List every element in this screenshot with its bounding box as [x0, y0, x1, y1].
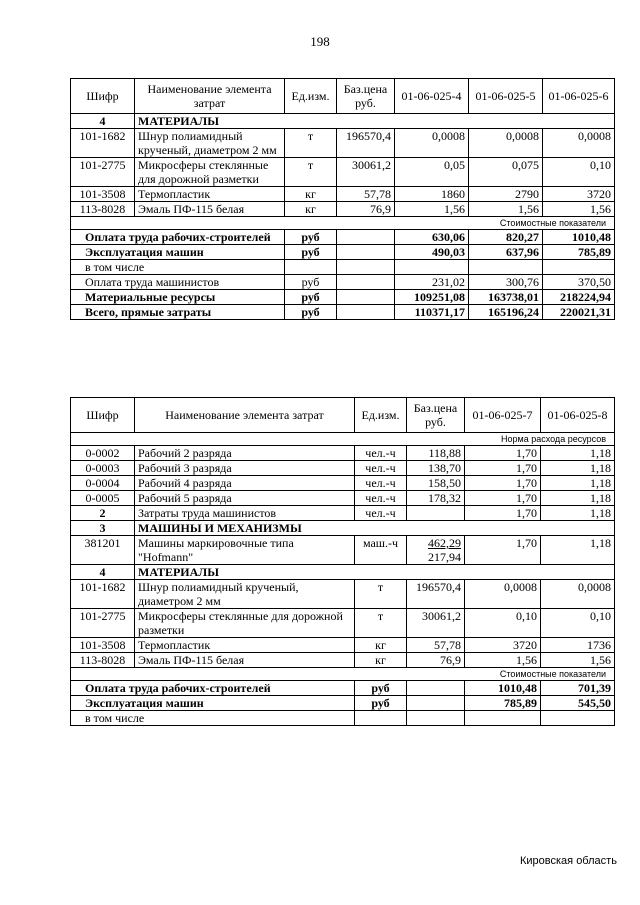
price-cell: 30061,2 — [407, 609, 465, 638]
col-header-price: Баз.цена руб. — [337, 79, 395, 114]
subheader-norm: Норма расхода ресурсов — [71, 433, 615, 446]
col-header-v2: 01-06-025-8 — [541, 398, 615, 433]
price-cell: 57,78 — [337, 187, 395, 202]
labor-row — [71, 461, 615, 476]
value-cell: 0,10 — [541, 609, 615, 638]
unit-cell: руб — [355, 696, 407, 711]
value-cell: 0,0008 — [465, 580, 541, 609]
cost-row — [71, 290, 615, 305]
value-cell: 1,18 — [541, 461, 615, 476]
value-cell: 0,0008 — [541, 580, 615, 609]
name-cell: Термопластик — [135, 638, 355, 653]
value-cell: 1736 — [541, 638, 615, 653]
code-cell: 381201 — [71, 536, 135, 565]
value-cell: 1,56 — [543, 202, 615, 217]
cost-row — [71, 275, 615, 290]
value-cell: 1,70 — [465, 491, 541, 506]
code-cell: 101-1682 — [71, 129, 135, 158]
unit-cell: чел.-ч — [355, 461, 407, 476]
col-header-name: Наименование элемента затрат — [135, 398, 355, 433]
value-cell: 163738,01 — [469, 290, 543, 305]
col-header-v3: 01-06-025-6 — [543, 79, 615, 114]
unit-cell: руб — [355, 681, 407, 696]
cost-row — [71, 230, 615, 245]
code-cell: 113-8028 — [71, 202, 135, 217]
value-cell: 0,0008 — [395, 129, 469, 158]
price-cell: 76,9 — [407, 653, 465, 668]
unit-cell: чел.-ч — [355, 506, 407, 521]
subheader-row — [71, 433, 615, 446]
price-cell — [407, 536, 465, 565]
code-cell: 0-0003 — [71, 461, 135, 476]
name-cell: Микросферы стеклянные для дорожной разметки — [135, 609, 355, 638]
code-cell: 0-0005 — [71, 491, 135, 506]
value-cell: 1,56 — [469, 202, 543, 217]
name-cell: Рабочий 2 разряда — [135, 446, 355, 461]
value-cell: 1,70 — [465, 461, 541, 476]
cost-row — [71, 681, 615, 696]
price-cell: 138,70 — [407, 461, 465, 476]
empty-cell — [337, 275, 395, 290]
value-cell: 0,075 — [469, 158, 543, 187]
material-row — [71, 158, 615, 187]
name-cell: Рабочий 3 разряда — [135, 461, 355, 476]
name-cell: Рабочий 4 разряда — [135, 476, 355, 491]
code-cell: 0-0002 — [71, 446, 135, 461]
unit-cell: т — [285, 129, 337, 158]
code-cell: 101-3508 — [71, 187, 135, 202]
code-cell: 101-1682 — [71, 580, 135, 609]
value-cell: 220021,31 — [543, 305, 615, 320]
value-cell: 1,18 — [541, 476, 615, 491]
col-header-price: Баз.цена руб. — [407, 398, 465, 433]
value-cell: 3720 — [465, 638, 541, 653]
value-cell — [395, 260, 469, 275]
value-cell: 165196,24 — [469, 305, 543, 320]
unit-cell — [285, 260, 337, 275]
col-header-name: Наименование элемента затрат — [135, 79, 285, 114]
value-cell: 0,10 — [465, 609, 541, 638]
code-cell: 101-3508 — [71, 638, 135, 653]
value-cell: 110371,17 — [395, 305, 469, 320]
cost-name-cell: Оплата труда машинистов — [71, 275, 285, 290]
material-row — [71, 129, 615, 158]
value-cell: 0,10 — [543, 158, 615, 187]
col-header-code: Шифр — [71, 398, 135, 433]
col-header-v1: 01-06-025-4 — [395, 79, 469, 114]
value-cell: 109251,08 — [395, 290, 469, 305]
name-cell: Эмаль ПФ-115 белая — [135, 202, 285, 217]
subheader-cost: Стоимостные показатели — [71, 217, 615, 230]
material-row — [71, 187, 615, 202]
col-header-unit: Ед.изм. — [355, 398, 407, 433]
unit-cell: кг — [285, 202, 337, 217]
value-cell — [543, 260, 615, 275]
labor-row — [71, 491, 615, 506]
value-cell: 300,76 — [469, 275, 543, 290]
unit-cell: руб — [285, 245, 337, 260]
empty-cell — [337, 290, 395, 305]
value-cell: 1010,48 — [543, 230, 615, 245]
value-cell: 1,70 — [465, 476, 541, 491]
material-row — [71, 202, 615, 217]
section-row — [71, 114, 615, 129]
table1-header-row — [71, 79, 615, 114]
value-cell: 630,06 — [395, 230, 469, 245]
unit-cell — [355, 711, 407, 726]
section-name: МАТЕРИАЛЫ — [135, 565, 615, 580]
subheader-row — [71, 668, 615, 681]
price-cell: 158,50 — [407, 476, 465, 491]
cost-name-cell: Всего, прямые затраты — [71, 305, 285, 320]
price-cell — [407, 506, 465, 521]
empty-cell — [337, 230, 395, 245]
name-cell: Эмаль ПФ-115 белая — [135, 653, 355, 668]
price-cell: 196570,4 — [407, 580, 465, 609]
resource-table-1 — [70, 78, 615, 320]
value-cell: 545,50 — [541, 696, 615, 711]
empty-cell — [407, 696, 465, 711]
section-row — [71, 521, 615, 536]
unit-cell: руб — [285, 230, 337, 245]
empty-cell — [407, 711, 465, 726]
price-top: 462,29 — [428, 536, 461, 550]
unit-cell: чел.-ч — [355, 476, 407, 491]
unit-cell: руб — [285, 290, 337, 305]
value-cell: 1,18 — [541, 491, 615, 506]
name-cell: Микросферы стеклянные для дорожной разметки — [135, 158, 285, 187]
price-cell: 196570,4 — [337, 129, 395, 158]
unit-cell: т — [355, 609, 407, 638]
unit-cell: чел.-ч — [355, 446, 407, 461]
labor-row — [71, 476, 615, 491]
col-header-v1: 01-06-025-7 — [465, 398, 541, 433]
price-cell: 30061,2 — [337, 158, 395, 187]
unit-cell: чел.-ч — [355, 491, 407, 506]
code-cell: 113-8028 — [71, 653, 135, 668]
value-cell: 218224,94 — [543, 290, 615, 305]
value-cell — [541, 711, 615, 726]
material-row — [71, 638, 615, 653]
cost-name-cell: в том числе — [71, 711, 355, 726]
value-cell: 490,03 — [395, 245, 469, 260]
cost-row — [71, 260, 615, 275]
code-cell: 101-2775 — [71, 609, 135, 638]
value-cell: 370,50 — [543, 275, 615, 290]
cost-name-cell: Материальные ресурсы — [71, 290, 285, 305]
value-cell: 1,56 — [395, 202, 469, 217]
value-cell: 1,70 — [465, 446, 541, 461]
value-cell: 701,39 — [541, 681, 615, 696]
empty-cell — [337, 305, 395, 320]
machinist-row — [71, 506, 615, 521]
section-code: 3 — [71, 521, 135, 536]
col-header-unit: Ед.изм. — [285, 79, 337, 114]
price-cell: 118,88 — [407, 446, 465, 461]
machine-row — [71, 536, 615, 565]
material-row — [71, 653, 615, 668]
value-cell: 637,96 — [469, 245, 543, 260]
value-cell: 1,70 — [465, 506, 541, 521]
unit-cell: кг — [355, 638, 407, 653]
value-cell — [465, 711, 541, 726]
unit-cell: руб — [285, 305, 337, 320]
section-code: 4 — [71, 114, 135, 129]
section-name: МАТЕРИАЛЫ — [135, 114, 615, 129]
name-cell: Шнур полиамидный крученый, диаметром 2 мм — [135, 580, 355, 609]
empty-cell — [337, 245, 395, 260]
value-cell: 0,05 — [395, 158, 469, 187]
unit-cell: т — [285, 158, 337, 187]
empty-cell — [337, 260, 395, 275]
value-cell: 1,56 — [465, 653, 541, 668]
page-number: 198 — [310, 34, 330, 49]
subheader-cost: Стоимостные показатели — [71, 668, 615, 681]
subheader-row — [71, 217, 615, 230]
value-cell: 785,89 — [465, 696, 541, 711]
cost-row — [71, 711, 615, 726]
cost-row — [71, 305, 615, 320]
name-cell: Шнур полиамидный крученый, диаметром 2 мм — [135, 129, 285, 158]
name-cell: Рабочий 5 разряда — [135, 491, 355, 506]
name-cell: Затраты труда машинистов — [135, 506, 355, 521]
code-cell: 2 — [71, 506, 135, 521]
price-cell: 76,9 — [337, 202, 395, 217]
value-cell: 3720 — [543, 187, 615, 202]
col-header-v2: 01-06-025-5 — [469, 79, 543, 114]
cost-name-cell: Эксплуатация машин — [71, 696, 355, 711]
section-row — [71, 565, 615, 580]
code-cell: 101-2775 — [71, 158, 135, 187]
name-cell: Машины маркировочные типа "Hofmann" — [135, 536, 355, 565]
code-cell: 0-0004 — [71, 476, 135, 491]
resource-table-2 — [70, 397, 615, 726]
empty-cell — [407, 681, 465, 696]
col-header-code: Шифр — [71, 79, 135, 114]
section-name: МАШИНЫ И МЕХАНИЗМЫ — [135, 521, 615, 536]
section-code: 4 — [71, 565, 135, 580]
cost-name-cell: Оплата труда рабочих-строителей — [71, 681, 355, 696]
price-cell: 178,32 — [407, 491, 465, 506]
value-cell: 1,70 — [465, 536, 541, 565]
unit-cell: маш.-ч — [355, 536, 407, 565]
cost-name-cell: Эксплуатация машин — [71, 245, 285, 260]
cost-row — [71, 245, 615, 260]
unit-cell: кг — [285, 187, 337, 202]
value-cell: 231,02 — [395, 275, 469, 290]
cost-name-cell: Оплата труда рабочих-строителей — [71, 230, 285, 245]
value-cell: 785,89 — [543, 245, 615, 260]
value-cell: 1,56 — [541, 653, 615, 668]
value-cell: 1,18 — [541, 446, 615, 461]
price-cell: 57,78 — [407, 638, 465, 653]
material-row — [71, 580, 615, 609]
value-cell: 1860 — [395, 187, 469, 202]
cost-row — [71, 696, 615, 711]
value-cell: 0,0008 — [469, 129, 543, 158]
value-cell: 2790 — [469, 187, 543, 202]
material-row — [71, 609, 615, 638]
value-cell — [469, 260, 543, 275]
value-cell: 1010,48 — [465, 681, 541, 696]
unit-cell: кг — [355, 653, 407, 668]
name-cell: Термопластик — [135, 187, 285, 202]
value-cell: 1,18 — [541, 506, 615, 521]
value-cell: 0,0008 — [543, 129, 615, 158]
price-bottom: 217,94 — [428, 550, 461, 564]
value-cell: 820,27 — [469, 230, 543, 245]
labor-row — [71, 446, 615, 461]
cost-name-cell: в том числе — [71, 260, 285, 275]
unit-cell: т — [355, 580, 407, 609]
table2-header-row — [71, 398, 615, 433]
unit-cell: руб — [285, 275, 337, 290]
footer-region: Кировская область — [520, 855, 617, 867]
value-cell: 1,18 — [541, 536, 615, 565]
